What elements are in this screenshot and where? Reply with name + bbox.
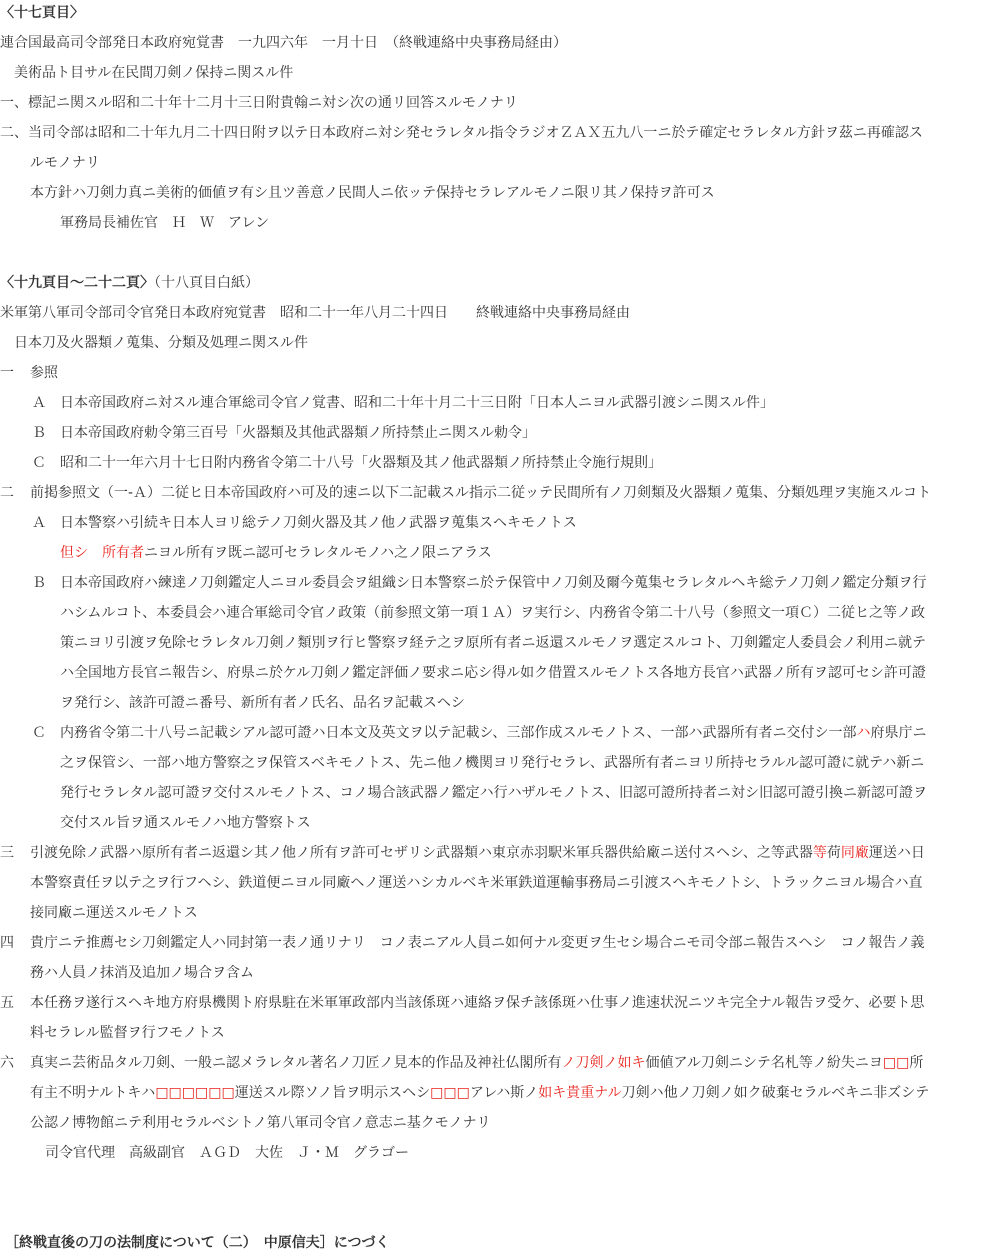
continuation-note: ［終戦直後の刀の法制度について（二） 中原信夫］につづく bbox=[5, 1235, 390, 1251]
section17-memo-line: 連合国最高司令部発日本政府宛覚書 一九四六年 一月十日 （終戦連絡中央事務局経由） bbox=[0, 35, 567, 51]
ref-mark-c: Ｃ bbox=[32, 455, 46, 471]
para6-highlight4: □□□ bbox=[430, 1085, 470, 1101]
ref-mark-b: Ｂ bbox=[32, 425, 46, 441]
para2b-line: ハシムルコト、本委員会ハ連合軍総司令官ノ政策（前参照文第一項１Ａ）ヲ実行シ、内務省令第二十八号（参照文一項Ｃ）二従ヒ之等ノ政 bbox=[60, 605, 926, 621]
section17-item1: 一、標記ニ関スル昭和二十年十二月十三日附貴翰ニ対シ次の通リ回答スルモノナリ bbox=[0, 95, 518, 111]
section19-signer: 司令官代理 高級副官 ＡＧＤ 大佐 Ｊ・Ｍ グラゴー bbox=[45, 1145, 409, 1161]
para6-line2-b: 運送スル際ソノ旨ヲ明示スヘシ bbox=[234, 1085, 431, 1101]
para3-highlight1: 等 bbox=[812, 845, 827, 861]
ref-b-text: 日本帝国政府勅令第三百号「火器類及其他武器類ノ所持禁止ニ関スル勅令」 bbox=[60, 425, 536, 441]
para3-line1-c: 運送ハ日 bbox=[868, 845, 925, 861]
para6-highlight2: □□ bbox=[882, 1055, 910, 1071]
para2b-line: 策ニヨリ引渡ヲ免除セラレタル刀剣ノ類別ヲ行ヒ警察ヲ経テ之ヲ原所有者ニ返還スルモノヲ選定スルコト、刀剣鑑定人委員会ノ利用ニ就テ bbox=[60, 635, 927, 651]
para2c-line1 bbox=[60, 723, 926, 743]
para2c-line: 交付スル旨ヲ通スルモノハ地方警察トス bbox=[60, 815, 311, 831]
para3-line1 bbox=[30, 843, 925, 863]
para5-line2: 料セラレル監督ヲ行フモノトス bbox=[30, 1025, 225, 1041]
para2b-line: ハ全国地方長官ニ報告シ、府県ニ於ケル刀剣ノ鑑定評価ノ要求ニ応シ得ル如ク借置スルモノトス各地方長官ハ武器ノ所有ヲ認可セシ許可證 bbox=[60, 665, 926, 681]
para4-number: 四 bbox=[0, 935, 14, 951]
section17-item2-line2: ルモノナリ bbox=[30, 155, 100, 171]
para2-number: 二 bbox=[0, 485, 14, 501]
para2a-proviso-rest: ニヨル所有ヲ既ニ認可セラレタルモノハ之ノ限ニアラス bbox=[144, 545, 492, 561]
para2c-mark: Ｃ bbox=[32, 725, 46, 741]
para6-line1-c: 所 bbox=[909, 1055, 924, 1071]
para2b-line: ヲ発行シ、該許可證ニ番号、新所有者ノ氏名、品名ヲ記載スヘシ bbox=[60, 695, 465, 711]
para5-number: 五 bbox=[0, 995, 14, 1011]
section17-item2-line3: 本方針ハ刀剣力真ニ美術的価値ヲ有シ且ツ善意ノ民間人ニ依ッテ保持セラレアルモノニ限リ其ノ保持ヲ許可ス bbox=[30, 185, 715, 201]
para6-line1 bbox=[30, 1053, 923, 1073]
para2c-line: 之ヲ保管シ、一部ハ地方警察之ヲ保管スベキモノトス、先ニ他ノ機関ヨリ発行セラレ、武器所有者ニヨリ所持セラルル認可證に就テハ新ニ bbox=[60, 755, 925, 771]
para6-highlight5: 如キ貴重ナル bbox=[538, 1085, 622, 1101]
para6-line3: 公認ノ博物館ニテ利用セラルベシトノ第八軍司令官ノ意志ニ基クモノナリ bbox=[30, 1115, 491, 1131]
para6-number: 六 bbox=[0, 1055, 14, 1071]
para2c-line1-highlight: ハ bbox=[856, 725, 871, 741]
para2c-line1-a: 内務省令第二十八号ニ記載シアル認可證ハ日本文及英文ヲ以テ記載シ、三部作成スルモノトス、一部ハ武器所有者ニ交付シ一部 bbox=[60, 725, 857, 741]
para3-line1-b: 荷 bbox=[826, 845, 841, 861]
reference-heading bbox=[0, 363, 58, 383]
reference-label: 参照 bbox=[30, 365, 58, 381]
section19-heading-line bbox=[0, 273, 259, 293]
para2a-proviso-highlight: 但シ 所有者 bbox=[60, 545, 144, 561]
ref-mark-a: Ａ bbox=[32, 395, 46, 411]
section19-subject: 日本刀及火器類ノ蒐集、分類及処理ニ関スル件 bbox=[14, 335, 308, 351]
section19-heading: 〈十九頁目～二十二頁〉 bbox=[0, 275, 154, 291]
section17-signer: 軍務局長補佐官 Ｈ Ｗ アレン bbox=[60, 215, 270, 231]
para2b-mark: Ｂ bbox=[32, 575, 46, 591]
para4-line1: 貴庁ニテ推薦セシ刀剣鑑定人ハ同封第一表ノ通リナリ コノ表ニアル人員ニ如何ナル変更ヲ生セシ場合ニモ司令部ニ報告スヘシ コノ報告ノ義 bbox=[30, 935, 925, 951]
para6-line2 bbox=[30, 1083, 929, 1103]
para2b-line: 日本帝国政府ハ練達ノ刀剣鑑定人ニヨル委員会ヲ組織シ日本警察ニ於テ保管中ノ刀剣及爾今蒐集セラレタルヘキ総テノ刀剣ノ鑑定分類ヲ行 bbox=[60, 575, 927, 591]
section19-heading-note: （十八頁目白紙） bbox=[154, 275, 259, 291]
para3-line: 接同廠ニ運送スルモノトス bbox=[30, 905, 198, 921]
section19-memo-line: 米軍第八軍司令部司令官発日本政府宛覚書 昭和二十一年八月二十四日 終戦連絡中央事務局経由 bbox=[0, 305, 630, 321]
para2a-proviso bbox=[60, 543, 492, 563]
para4-line2: 務ハ人員ノ抹消及追加ノ場合ヲ含ム bbox=[30, 965, 254, 981]
para6-line2-a: 有主不明ナルトキハ bbox=[30, 1085, 156, 1101]
para3-line1-a: 引渡免除ノ武器ハ原所有者ニ返還シ其ノ他ノ所有ヲ許可セザリシ武器類ハ東京赤羽駅米軍兵器供給廠ニ送付スヘシ、之等武器 bbox=[30, 845, 813, 861]
section17-subject: 美術品ト目サル在民間刀剣ノ保持ニ関スル件 bbox=[14, 65, 294, 81]
para6-line1-b: 価値アル刀剣ニシテ名札等ノ紛失ニヨ bbox=[645, 1055, 883, 1071]
para6-highlight3: □□□□□□ bbox=[155, 1085, 235, 1101]
para3-line: 本警察責任ヲ以テ之ヲ行フヘシ、鉄道便ニヨル同廠ヘノ運送ハシカルベキ米軍鉄道運輸事務局ニ引渡スヘキモノトシ、トラックニヨル場合ハ直 bbox=[30, 875, 923, 891]
ref-c-text: 昭和二十一年六月十七日附内務省令第二十八号「火器類及其ノ他武器類ノ所持禁止令施行規則」 bbox=[60, 455, 662, 471]
para3-number: 三 bbox=[0, 845, 14, 861]
para2-text: 前掲参照文（一-Ａ）二従ヒ日本帝国政府ハ可及的速ニ以下二記載スル指示二従ッテ民間所有ノ刀剣類及火器類ノ蒐集、分類処理ヲ実施スルコト bbox=[30, 485, 932, 501]
para2c-line: 発行セラレタル認可證ヲ交付スルモノトス、コノ場合該武器ノ鑑定ハ行ハザルモノトス、旧認可證所持者ニ対シ旧認可證引換ニ新認可證ヲ bbox=[60, 785, 928, 801]
para3-highlight2: 同廠 bbox=[840, 845, 869, 861]
para6-line2-c: アレハ斯ノ bbox=[469, 1085, 539, 1101]
para2c-line1-b: 府県庁ニ bbox=[870, 725, 927, 741]
ref-a-text: 日本帝国政府ニ対スル連合軍総司令官ノ覚書、昭和二十年十月二十三日附「日本人ニヨル武器引渡シニ関スル件」 bbox=[60, 395, 774, 411]
para5-line1: 本任務ヲ遂行スヘキ地方府県機関ト府県駐在米軍軍政部内当該係斑ハ連絡ヲ保チ該係斑ハ仕事ノ進速状況ニツキ完全ナル報告ヲ受ケ、必要ト思 bbox=[30, 995, 925, 1011]
para2a-text: 日本警察ハ引続キ日本人ヨリ総テノ刀剣火器及其ノ他ノ武器ヲ蒐集スヘキモノトス bbox=[60, 515, 577, 531]
section17-heading: 〈十七頁目〉 bbox=[0, 5, 84, 21]
section17-item2-line1: 二、当司令部は昭和二十年九月二十四日附ヲ以テ日本政府ニ対シ発セラレタル指令ラジオＺＡＸ五九八一ニ於テ確定セラレタル方針ヲ茲ニ再確認ス bbox=[0, 125, 923, 141]
para6-highlight1: ノ刀剣ノ如キ bbox=[561, 1055, 646, 1071]
reference-number: 一 bbox=[0, 365, 14, 381]
para2a-mark: Ａ bbox=[32, 515, 46, 531]
para6-line1-a: 真実ニ芸術品タル刀剣、一般ニ認メラレタル著名ノ刀匠ノ見本的作品及神社仏閣所有 bbox=[30, 1055, 562, 1071]
para6-line2-d: 刀剣ハ他ノ刀剣ノ如ク破棄セラルベキニ非ズシテ bbox=[621, 1085, 930, 1101]
